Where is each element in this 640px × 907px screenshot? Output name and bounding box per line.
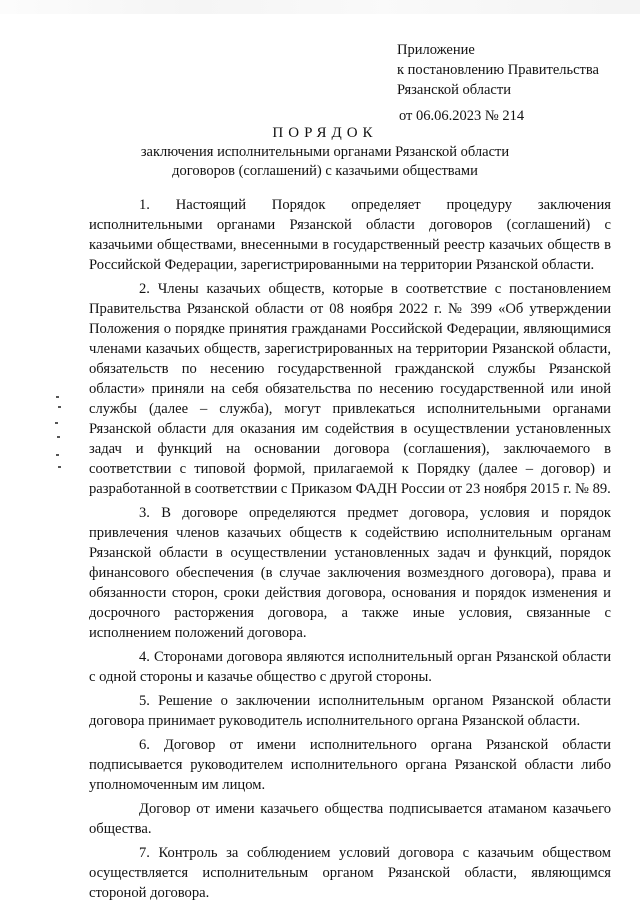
paragraph-1: 1. Настоящий Порядок определяет процедуру заключения исполнительными органами Рязанской области договоров (соглашений) с казачьими обществами, внесенными в государственный реестр казачьих обществ в Российской Федерации, зарегистрированными на территории Рязанской области. bbox=[89, 197, 611, 273]
annex-header bbox=[397, 40, 637, 126]
document-subtitle-line-2: договоров (соглашений) с казачьими обществами bbox=[172, 163, 478, 179]
document-subtitle-line-1: заключения исполнительными органами Рязанской области bbox=[140, 144, 510, 160]
margin-scan-marks bbox=[48, 392, 68, 472]
document-title: ПОРЯДОК bbox=[272, 125, 378, 141]
scan-edge-artifact bbox=[0, 0, 640, 14]
annex-date-line: от 06.06.2023 № 214 bbox=[399, 108, 525, 124]
paragraph-3: 3. В договоре определяются предмет договора, условия и порядок привлечения членов казачьих обществ к содействию исполнительным органам Рязанской области в осуществлении установленных задач и функций, порядок финансового обеспечения (в случае заключения возмездного договора), права и обязанности сторон, сроки действия договора, основания и порядок изменения и досрочного расторжения договора, а также иные условия, связанные с исполнением положений договора. bbox=[89, 505, 611, 641]
paragraph-6-continued: Договор от имени казачьего общества подписывается атаманом казачьего общества. bbox=[89, 801, 611, 837]
paragraph-5: 5. Решение о заключении исполнительным органом Рязанской области договора принимает руководитель исполнительного органа Рязанской области. bbox=[89, 693, 611, 729]
scan-mark bbox=[56, 454, 59, 456]
paragraph-6: 6. Договор от имени исполнительного органа Рязанской области подписывается руководителем исполнительного органа Рязанской области либо уполномоченным им лицом. bbox=[89, 737, 611, 793]
annex-line-3: Рязанской области bbox=[397, 82, 511, 98]
annex-line-1: Приложение bbox=[397, 42, 475, 58]
document-title-block bbox=[110, 123, 540, 181]
paragraph-4: 4. Сторонами договора являются исполнительный орган Рязанской области с одной стороны и казачье общество с другой стороны. bbox=[89, 649, 611, 685]
document-body bbox=[89, 195, 611, 907]
scan-mark bbox=[57, 436, 60, 438]
paragraph-7: 7. Контроль за соблюдением условий договора с казачьим обществом осуществляется исполнительным органом Рязанской области, являющимся стороной договора. bbox=[89, 845, 611, 901]
scan-mark bbox=[55, 422, 58, 424]
annex-line-2: к постановлению Правительства bbox=[397, 62, 599, 78]
scan-mark bbox=[58, 466, 61, 468]
paragraph-2: 2. Члены казачьих обществ, которые в соответствие с постановлением Правительства Рязанской области от 08 ноября 2022 г. № 399 «Об утверждении Положения о порядке принятия гражданами Российской Федерации, являющимися членами казачьих обществ, зарегистрированных на территории Рязанской области, обязательств по несению государственной гражданской службы Рязанской области» приняли на себя обязательства по несению государственной или иной службы (далее – служба), могут привлекаться исполнительными органами Рязанской области для оказания им содействия в осуществлении установленных задач и функций на основании договора (соглашения), заключаемого в соответствии с типовой формой, прилагаемой к Порядку (далее – договор) и разработанной в соответствии с Приказом ФАДН России от 23 ноября 2015 г. № 89. bbox=[89, 281, 611, 497]
scan-mark bbox=[58, 406, 61, 408]
scan-mark bbox=[56, 396, 59, 398]
